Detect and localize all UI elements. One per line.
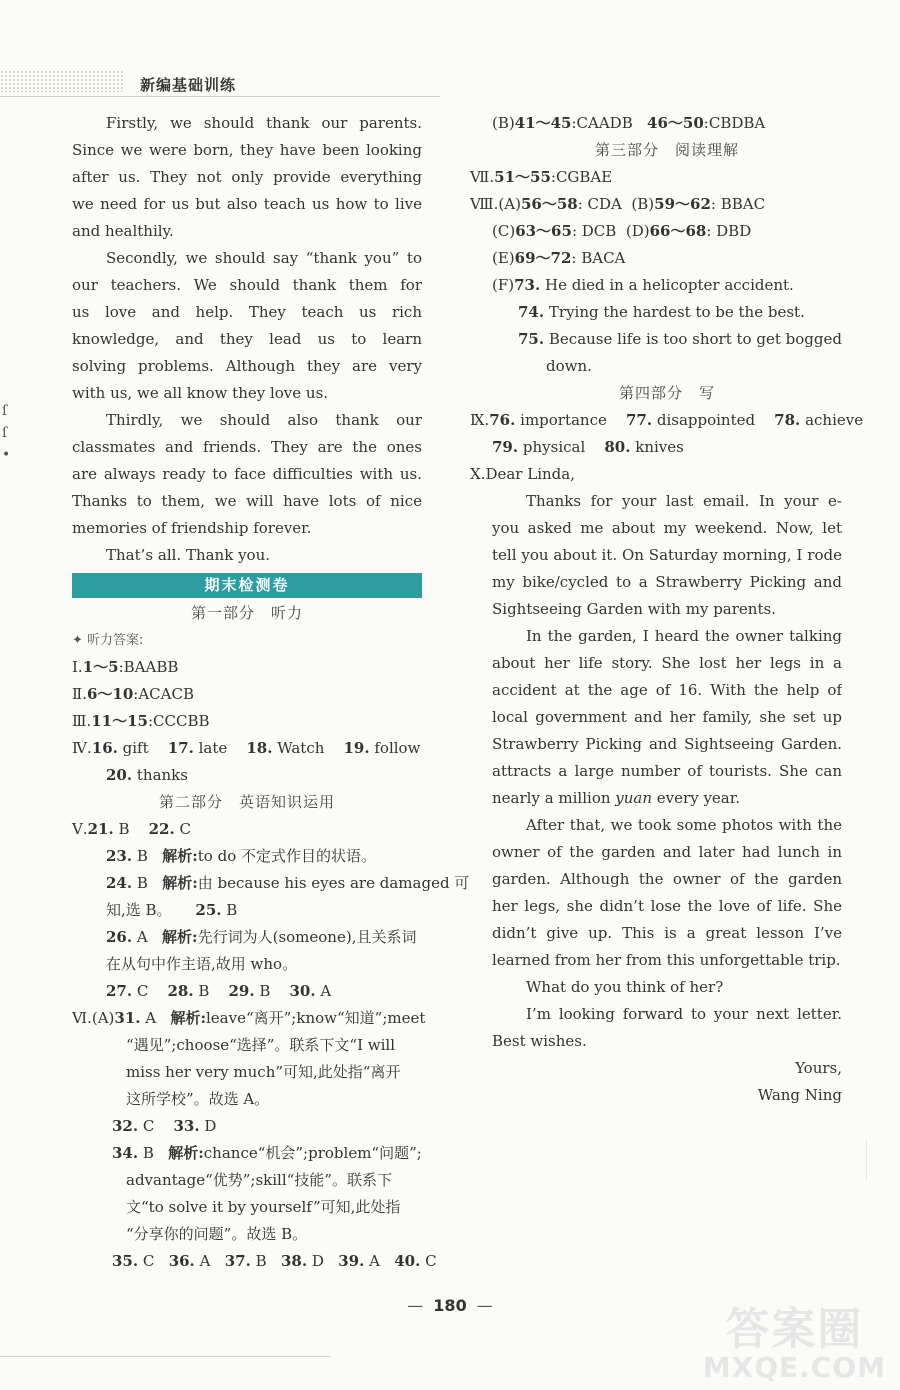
text-span: 46～50 [647, 114, 704, 132]
text-span: C [425, 1252, 437, 1270]
answer-line [470, 407, 864, 434]
text-span: Ⅰ. [72, 658, 83, 676]
text-span: Ⅷ. [470, 195, 499, 213]
text-span: 38. [280, 1252, 308, 1270]
text-span: :CCCBB [147, 712, 210, 730]
text-span: B [136, 874, 148, 892]
text-span: A [145, 1009, 157, 1027]
text-span: 25. [195, 901, 222, 919]
answer-line [72, 681, 422, 708]
text-span: 解析: [162, 874, 198, 892]
text-span: 1～5 [82, 658, 119, 676]
text-span: A [320, 982, 332, 1000]
text-span: (D) [625, 222, 650, 240]
letter-yours: Yours, [795, 1059, 842, 1077]
text-span: late [198, 739, 228, 757]
answer-line [72, 924, 422, 951]
text-span: : BACA [571, 249, 626, 267]
text-span: C [142, 1252, 155, 1270]
text-span: C [142, 1117, 155, 1135]
text-span: 75. [518, 330, 545, 348]
text-span: 32. [112, 1117, 139, 1135]
answer-line [72, 870, 470, 897]
letter-line: After that, we took some photos with the [526, 816, 842, 834]
text-span: 23. [106, 847, 133, 865]
text-span: (F) [492, 276, 515, 294]
letter-line: my bike/cycled to a Strawberry Picking and [492, 573, 842, 591]
text-span: 78. [774, 411, 801, 429]
text-span: : DBD [706, 222, 752, 240]
text-span: gift [122, 739, 149, 757]
text-span: 29. [228, 982, 255, 1000]
text-span: Ⅲ. [72, 712, 92, 730]
answer-line [72, 897, 422, 924]
answer-line [470, 191, 842, 218]
header-dot-pattern [0, 70, 125, 92]
text-span: 180 [433, 1296, 467, 1315]
answer-line: 文“to solve it by yourself”可知,此处指 [126, 1198, 401, 1216]
text-span: 51～55 [494, 168, 551, 186]
answer-line [492, 299, 842, 326]
margin-rule [866, 1140, 867, 1180]
text-span: nearly a million [492, 789, 616, 807]
text-line: we need for us but also teach us how to live [72, 195, 422, 213]
text-span: — [407, 1296, 424, 1315]
letter-line: didn’t give up. This is a great lesson I’ve [492, 924, 842, 942]
text-span: importance [520, 411, 607, 429]
text-span: every year. [652, 789, 741, 807]
text-span: chance“机会”;problem“问题”; [203, 1144, 422, 1162]
text-span: 77. [625, 411, 653, 429]
answer-line [72, 1248, 437, 1275]
text-line: solving problems. Although they are very [72, 357, 422, 375]
text-span: : DCB [571, 222, 617, 240]
answer-line [470, 164, 842, 191]
text-span: 74. [518, 303, 545, 321]
text-line: Secondly, we should say “thank you” to [106, 249, 422, 267]
answer-line: “分享你的问题”。故选 B。 [126, 1225, 308, 1243]
answer-line [72, 654, 422, 681]
letter-line: owner of the garden and later had lunch in [492, 843, 842, 861]
answer-line [72, 1140, 422, 1167]
text-span: 27. [106, 982, 133, 1000]
text-span: thanks [136, 766, 188, 784]
answer-line [492, 272, 842, 299]
watermark-logo [702, 1304, 886, 1384]
text-span: to do 不定式作目的状语。 [197, 847, 377, 865]
text-span: B [142, 1144, 154, 1162]
answer-line: “遇见”;choose“选择”。联系下文“I will [126, 1036, 396, 1054]
text-line: with us, we all know they love us. [72, 384, 329, 402]
section-banner: 期末检测卷 [72, 573, 422, 598]
text-span: physical [522, 438, 586, 456]
text-span: 6～10 [86, 685, 134, 703]
letter-line: I’m looking forward to your next letter. [526, 1005, 842, 1023]
letter-line: In the garden, I heard the owner talking [526, 627, 842, 645]
text-span: 79. [492, 438, 519, 456]
text-span: disappointed [656, 411, 756, 429]
text-span: 80. [604, 438, 631, 456]
text-span: :CBDBA [703, 114, 766, 132]
text-line: us love and help. They teach us rich [72, 303, 422, 321]
answer-line [72, 978, 422, 1005]
letter-line: you asked me about my weekend. Now, let [492, 519, 842, 537]
text-span: 41～45 [514, 114, 572, 132]
answer-line [72, 762, 422, 789]
text-span: 73. [514, 276, 541, 294]
closing-line: That’s all. Thank you. [106, 546, 271, 564]
letter-line: learned from her from this unforgettable trip. [492, 951, 841, 969]
text-span: Ⅴ. [72, 820, 88, 838]
text-span: 30. [289, 982, 316, 1000]
letter-greeting [470, 461, 842, 488]
text-span: B [136, 847, 148, 865]
text-span: knives [635, 438, 684, 456]
answer-line [72, 1113, 422, 1140]
text-span: He died in a helicopter accident. [545, 276, 794, 294]
text-line: our teachers. We should thank them for [72, 276, 422, 294]
part-heading: 第一部分 听力 [190, 604, 303, 622]
letter-line: Thanks for your last email. In your e- [526, 492, 842, 510]
text-span: B [226, 901, 238, 919]
text-span: (A) [498, 195, 521, 213]
text-span: Watch [277, 739, 325, 757]
text-span: leave“离开”;know“知道”;meet [206, 1009, 426, 1027]
text-span: Ⅸ. [470, 411, 490, 429]
text-span: Dear Linda, [485, 465, 575, 483]
text-span: 答案圈 [725, 1304, 864, 1355]
letter-line: Sightseeing Garden with my parents. [492, 600, 776, 618]
text-span: 19. [343, 739, 370, 757]
answer-line: 这所学校”。故选 A。 [126, 1090, 270, 1108]
text-line: Thirdly, we should also thank our [106, 411, 422, 429]
letter-line [492, 785, 842, 812]
letter-line: Best wishes. [492, 1032, 587, 1050]
text-span: (A) [91, 1009, 115, 1027]
text-span: 36. [168, 1252, 195, 1270]
text-line: Since we were born, they have been looking [72, 141, 422, 159]
text-span: :CAADB [571, 114, 633, 132]
text-span: :ACACB [133, 685, 194, 703]
text-span: 解析: [162, 928, 198, 946]
text-span: :BAABB [118, 658, 179, 676]
text-span: Because life is too short to get bogged [548, 330, 842, 348]
text-span: yuan [615, 789, 653, 807]
letter-line: local government and her family, she set up [492, 708, 842, 726]
text-span: A [369, 1252, 380, 1270]
text-span: 先行词为人(someone),且关系词 [197, 928, 417, 946]
right-column [470, 110, 864, 1109]
listening-note: ✦ 听力答案: [72, 633, 144, 648]
text-span: Ⅹ. [470, 465, 486, 483]
text-span: 40. [394, 1252, 421, 1270]
text-line: and healthily. [72, 222, 174, 240]
text-span: (B) [492, 114, 515, 132]
text-span: Ⅶ. [470, 168, 495, 186]
text-span: 31. [114, 1009, 141, 1027]
text-span: C [136, 982, 149, 1000]
header-rule [0, 96, 440, 97]
answer-line [72, 816, 422, 843]
text-line: memories of friendship forever. [72, 519, 312, 537]
text-line: Firstly, we should thank our parents. [106, 114, 422, 132]
answer-line [492, 245, 842, 272]
text-span: 16. [91, 739, 118, 757]
text-span: 34. [112, 1144, 139, 1162]
text-span: follow [374, 739, 421, 757]
text-span: Ⅱ. [72, 685, 87, 703]
text-span: 69～72 [514, 249, 572, 267]
part-heading: 第三部分 阅读理解 [594, 141, 739, 159]
text-span: : CDA [577, 195, 622, 213]
text-span: (E) [492, 249, 515, 267]
answer-line [492, 326, 842, 353]
text-span: 33. [173, 1117, 200, 1135]
text-line: classmates and friends. They are the ones [72, 438, 422, 456]
letter-line: What do you think of her? [526, 978, 724, 996]
text-span: MXQE.COM [702, 1351, 886, 1384]
text-span: 11～15 [91, 712, 148, 730]
text-span: D [311, 1252, 324, 1270]
text-span: 56～58 [520, 195, 578, 213]
text-span: — [476, 1296, 493, 1315]
text-span: 18. [246, 739, 273, 757]
letter-line: Strawberry Picking and Sightseeing Garden. [492, 735, 842, 753]
text-line: knowledge, and they lead us to learn [72, 330, 422, 348]
text-span: 26. [106, 928, 133, 946]
text-line: Thanks to them, we will have lots of nice [72, 492, 422, 510]
text-span: A [136, 928, 148, 946]
text-span: 解析: [170, 1009, 206, 1027]
text-line: are always ready to face difficulties with us. [72, 465, 422, 483]
letter-line: about her life story. She lost her legs in a [492, 654, 842, 672]
text-span: Ⅵ. [72, 1009, 92, 1027]
text-span: B [118, 820, 130, 838]
answer-line: miss her very much”可知,此处指“离开 [126, 1063, 401, 1081]
text-span: 在从句中作主语,故用 who。 [106, 955, 298, 973]
text-span: 由 because his eyes are damaged 可 [197, 874, 470, 892]
answer-line [492, 110, 842, 137]
footer-rule [0, 1356, 330, 1357]
part-heading: 第二部分 英语知识运用 [158, 793, 335, 811]
text-span: Ⅳ. [72, 739, 92, 757]
text-span: 59～62 [654, 195, 711, 213]
answer-line [72, 951, 422, 978]
text-span: 17. [167, 739, 194, 757]
text-span: D [204, 1117, 217, 1135]
text-span: 35. [112, 1252, 139, 1270]
left-column [72, 110, 470, 1275]
answer-line [492, 434, 842, 461]
text-span: Trying the hardest to be the best. [548, 303, 805, 321]
text-span: B [259, 982, 271, 1000]
text-span: 39. [338, 1252, 365, 1270]
part-heading: 第四部分 写 [618, 384, 715, 402]
answer-line [72, 735, 422, 762]
text-span: 22. [148, 820, 175, 838]
text-span: 21. [87, 820, 114, 838]
text-span: 63～65 [515, 222, 572, 240]
text-span: achieve [805, 411, 864, 429]
letter-signature: Wang Ning [757, 1086, 842, 1104]
text-span: (B) [631, 195, 655, 213]
letter-line: her legs, she didn’t lose the love of life. She [492, 897, 842, 915]
text-span: : BBAC [710, 195, 766, 213]
text-span: 66～68 [649, 222, 707, 240]
letter-line: tell you about it. On Saturday morning, I rode [492, 546, 842, 564]
text-line: after us. They not only provide everything [72, 168, 422, 186]
text-span: 解析: [168, 1144, 204, 1162]
text-span: A [199, 1252, 211, 1270]
text-span: C [179, 820, 191, 838]
text-span: 知,选 B。 [106, 901, 172, 919]
text-span: B [255, 1252, 267, 1270]
text-span: :CGBAE [550, 168, 613, 186]
answer-line [72, 843, 422, 870]
text-span: 37. [224, 1252, 251, 1270]
answer-line [72, 1005, 426, 1032]
running-header-title: 新编基础训练 [140, 76, 237, 94]
text-span: 76. [489, 411, 516, 429]
answer-line [72, 708, 422, 735]
text-span: 24. [106, 874, 133, 892]
margin-marks: ſ ſ • [2, 403, 11, 463]
answer-line: down. [546, 357, 592, 375]
letter-line: attracts a large number of tourists. She can [492, 762, 842, 780]
letter-line: accident at the age of 16. With the help of [492, 681, 842, 699]
text-span: B [198, 982, 210, 1000]
text-span: 28. [167, 982, 194, 1000]
text-span: (C) [492, 222, 516, 240]
text-span: 解析: [162, 847, 198, 865]
answer-line [492, 218, 842, 245]
answer-line: advantage“优势”;skill“技能”。联系下 [126, 1171, 392, 1189]
text-span: 20. [106, 766, 133, 784]
letter-line: garden. Although the owner of the garden [492, 870, 842, 888]
